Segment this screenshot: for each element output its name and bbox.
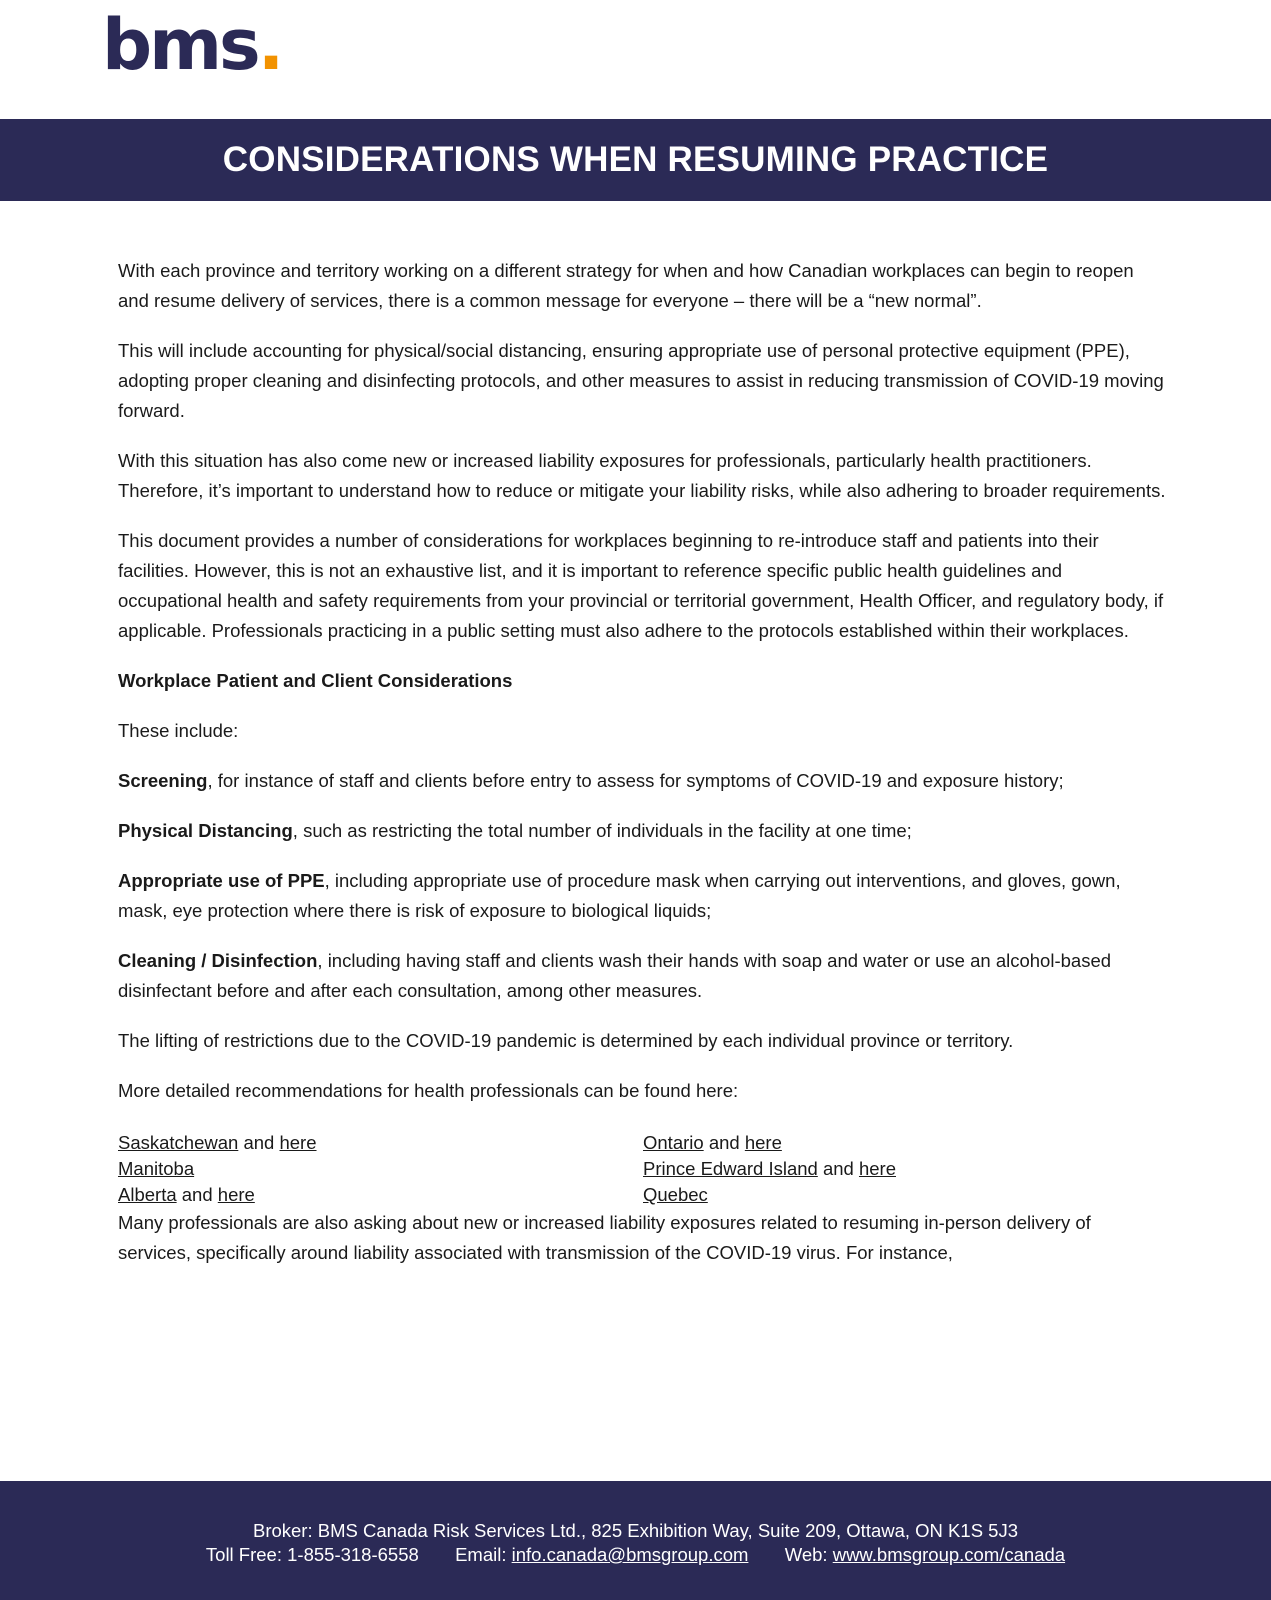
footer-web-link[interactable]: www.bmsgroup.com/canada xyxy=(832,1544,1066,1565)
consideration-physical-distancing xyxy=(118,816,1168,846)
link-and: and xyxy=(822,1158,854,1179)
consideration-text: , for instance of staff and clients before entry to assess for symptoms of COVID-19 and exposure history; xyxy=(207,770,1064,791)
page-title: CONSIDERATIONS WHEN RESUMING PRACTICE xyxy=(222,140,1049,179)
footer-broker-address: Broker: BMS Canada Risk Services Ltd., 825 Exhibition Way, Suite 209, Ottawa, ON K1S 5J3 xyxy=(252,1520,1018,1541)
bms-logo xyxy=(102,4,282,86)
paragraph-measures: This will include accounting for physical/social distancing, ensuring appropriate use of personal protective equipment (PPE), adopting proper cleaning and disinfecting protocols, and other measures to assist in reducing transmission of COVID-19 moving forward. xyxy=(118,340,1164,421)
link-ontario[interactable]: Ontario xyxy=(643,1132,704,1153)
intro-text: These include: xyxy=(118,720,239,741)
footer-toll-free: Toll Free: 1-855-318-6558 xyxy=(205,1544,419,1565)
footer-contact-line xyxy=(0,1543,1271,1567)
paragraph-document-purpose: This document provides a number of considerations for workplaces beginning to re-introduce staff and patients into their facilities. However, this is not an exhaustive list, and it is important to reference specific public health guidelines and occupational health and safety requirements from your provincial or territorial government, Health Officer, and regulatory body, if applicable. Professionals practicing in a public setting must also adhere to the protocols established within their workplaces. xyxy=(118,530,1164,641)
consideration-text: , such as restricting the total number of individuals in the facility at one time; xyxy=(292,820,912,841)
link-quebec[interactable]: Quebec xyxy=(643,1184,708,1205)
link-alberta[interactable]: Alberta xyxy=(118,1184,177,1205)
consideration-term: Appropriate use of PPE xyxy=(118,870,325,891)
province-links xyxy=(118,1130,1168,1208)
link-and: and xyxy=(243,1132,275,1153)
consideration-ppe xyxy=(118,866,1168,926)
lifting-note: The lifting of restrictions due to the COVID-19 pandemic is determined by each individual province or territory. xyxy=(118,1030,1014,1051)
link-and: and xyxy=(708,1132,740,1153)
link-saskatchewan-here[interactable]: here xyxy=(279,1132,317,1153)
link-row-manitoba xyxy=(118,1156,643,1182)
link-row-alberta xyxy=(118,1182,643,1208)
consideration-term: Physical Distancing xyxy=(118,820,293,841)
link-alberta-here[interactable]: here xyxy=(217,1184,255,1205)
document-body xyxy=(118,256,1168,1288)
paragraph-new-normal: With each province and territory working on a different strategy for when and how Canadian workplaces can begin to reopen and resume delivery of services, there is a common message for everyone – there will be a “new normal”. xyxy=(118,260,1134,311)
province-links-left xyxy=(118,1130,643,1208)
link-ontario-here[interactable]: here xyxy=(744,1132,782,1153)
link-row-quebec xyxy=(643,1182,1168,1208)
more-info-text: More detailed recommendations for health professionals can be found here: xyxy=(118,1080,739,1101)
link-manitoba[interactable]: Manitoba xyxy=(118,1158,195,1179)
consideration-term: Screening xyxy=(118,770,208,791)
link-prince-edward-island-here[interactable]: here xyxy=(858,1158,896,1179)
footer-email-label: Email: xyxy=(455,1544,507,1565)
consideration-term: Cleaning / Disinfection xyxy=(118,950,318,971)
logo-dot: . xyxy=(257,4,282,86)
section-heading: Workplace Patient and Client Considerations xyxy=(118,670,513,691)
link-and: and xyxy=(181,1184,213,1205)
consideration-text: , including having staff and clients wash their hands with soap and water or use an alcohol-based disinfectant before and after each consultation, among other measures. xyxy=(118,950,1112,1001)
title-banner xyxy=(0,119,1271,201)
link-row-ontario xyxy=(643,1130,1168,1156)
link-row-saskatchewan xyxy=(118,1130,643,1156)
consideration-text: , including appropriate use of procedure mask when carrying out interventions, and gloves, gown, mask, eye protection where there is risk of exposure to biological liquids; xyxy=(118,870,1121,921)
province-links-right xyxy=(643,1130,1168,1208)
footer-email-link[interactable]: info.canada@bmsgroup.com xyxy=(511,1544,749,1565)
footer-web-label: Web: xyxy=(784,1544,828,1565)
link-row-pei xyxy=(643,1156,1168,1182)
link-prince-edward-island[interactable]: Prince Edward Island xyxy=(643,1158,818,1179)
consideration-screening xyxy=(118,766,1168,796)
link-saskatchewan[interactable]: Saskatchewan xyxy=(118,1132,239,1153)
paragraph-liability: With this situation has also come new or increased liability exposures for professionals, particularly health practitioners. Therefore, it’s important to understand how to reduce or mitigate your liability risks, while also adhering to broader requirements. xyxy=(118,450,1166,501)
closing-paragraph: Many professionals are also asking about new or increased liability exposures related to resuming in-person delivery of services, specifically around liability associated with transmission of the COVID-19 virus. For instance, xyxy=(118,1212,1091,1263)
footer xyxy=(0,1481,1271,1600)
consideration-cleaning xyxy=(118,946,1168,1006)
logo-text: bms xyxy=(102,4,258,86)
